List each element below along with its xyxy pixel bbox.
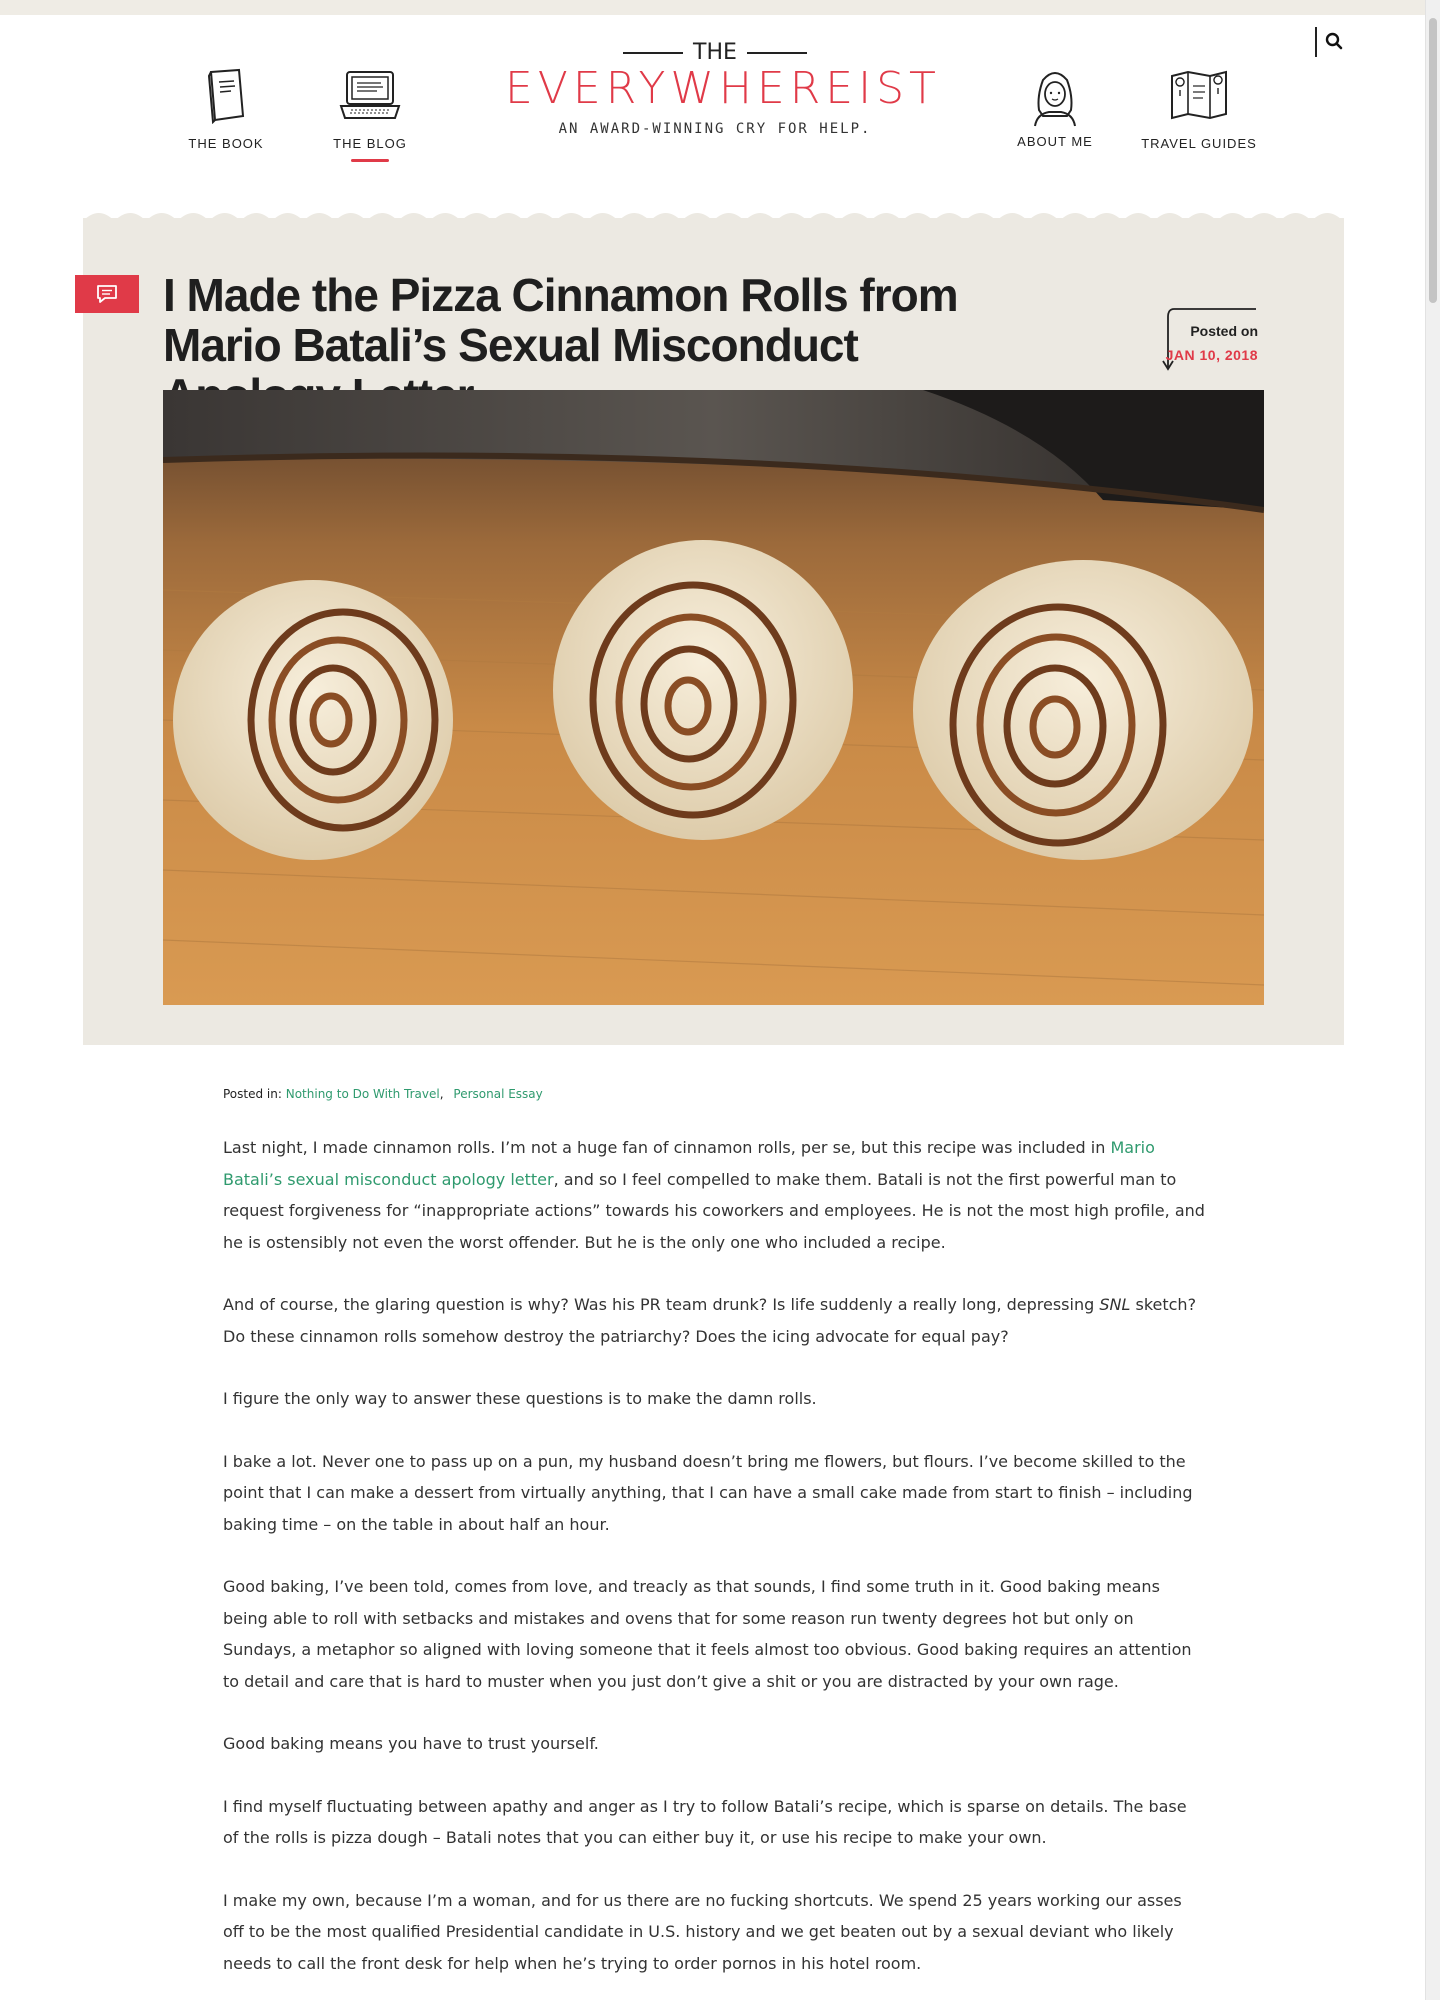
posted-bracket	[1160, 305, 1260, 375]
paragraph	[223, 1289, 1206, 1352]
comments-button[interactable]	[75, 275, 139, 313]
nav-the-book[interactable]	[166, 66, 286, 151]
paragraph: I find myself fluctuating between apathy and anger as I try to follow Batali’s recipe, which is sparse on details. The base of the rolls is pizza dough – Batali notes that you can either buy it, or use his recipe to make your own.	[223, 1796, 1187, 1847]
nav-label: THE BOOK	[188, 136, 264, 151]
search-button[interactable]	[1325, 32, 1343, 54]
map-icon	[1166, 66, 1232, 124]
laptop-icon	[337, 66, 403, 124]
posted-on	[1160, 305, 1260, 375]
post-categories	[223, 1087, 543, 1101]
scrollbar[interactable]	[1425, 0, 1440, 2000]
paragraph: I bake a lot. Never one to pass up on a pun, my husband doesn’t bring me flowers, but flours. I’ve become skilled to the point that I can make a dessert from virtually anything, that I can have a small cake made from start to finish – including baking time – on the table in about half an hour.	[223, 1451, 1193, 1534]
nav-the-blog[interactable]	[310, 66, 430, 162]
woman-portrait-icon	[1027, 66, 1083, 128]
logo-ornament-left	[623, 52, 683, 54]
paragraph-text: sketch? Do these cinnamon rolls somehow destroy the patriarchy? Does the icing advocate for equal pay?	[223, 1295, 1197, 1346]
nav-label: THE BLOG	[333, 136, 407, 151]
nav-about-me[interactable]	[995, 66, 1115, 149]
category-link[interactable]: Nothing to Do With Travel	[285, 1087, 440, 1101]
posted-label: Posted on	[1190, 323, 1258, 339]
paragraph: I figure the only way to answer these questions is to make the damn rolls.	[223, 1389, 817, 1408]
scrollbar-thumb[interactable]	[1429, 18, 1437, 303]
nav-label: ABOUT ME	[1017, 134, 1093, 149]
top-strip	[0, 0, 1425, 15]
featured-image	[163, 390, 1264, 1005]
logo-tagline: AN AWARD-WINNING CRY FOR HELP.	[558, 121, 872, 137]
logo-the: THE	[693, 40, 737, 65]
category-separator: ,	[439, 1087, 444, 1101]
emphasis-text: SNL	[1099, 1295, 1131, 1314]
nav-label: TRAVEL GUIDES	[1141, 136, 1257, 151]
roll-right	[913, 560, 1253, 860]
logo-the-row	[505, 40, 925, 65]
cinnamon-rolls-photo	[163, 390, 1264, 1005]
comment-icon	[95, 283, 119, 305]
paragraph: I make my own, because I’m a woman, and for us there are no fucking shortcuts. We spend 25 years working our asses off to be the most qualified Presidential candidate in U.S. history and we get beaten out by a sexual deviant who likely needs to call the front desk for help when he’s trying to order pornos in his hotel room.	[223, 1890, 1182, 1973]
paragraph-text: , and so I feel compelled to make them. Batali is not the first powerful man to request forgiveness for “inappropriate actions” towards his coworkers and employees. He is not the most high profile, and he is ostensibly not even the worst offender. But he is the only one who included a recipe.	[223, 1169, 1205, 1252]
apology-letter-link[interactable]: Mario Batali’s sexual misconduct apology letter	[223, 1138, 1155, 1189]
active-underline	[351, 159, 389, 162]
paragraph: Good baking, I’ve been told, comes from love, and treacly as that sounds, I find some truth in it. Good baking means being able to roll with setbacks and mistakes and ovens that for some reason run twenty degrees hot but only on Sundays, a metaphor so aligned with loving someone that it feels almost too obvious. Good baking requires an attention to detail and care that is hard to muster when you just don’t give a shit or you are distracted by your own rage.	[223, 1577, 1192, 1691]
categories-label: Posted in:	[223, 1087, 282, 1101]
roll-left	[173, 580, 453, 860]
nav-travel-guides[interactable]	[1139, 66, 1259, 151]
logo-name: EVERYWHEREIST	[505, 63, 941, 114]
post-date: JAN 10, 2018	[1165, 347, 1258, 363]
search-divider	[1315, 27, 1317, 57]
site-logo[interactable]	[505, 40, 941, 137]
roll-center	[553, 540, 853, 840]
paragraph-text: Last night, I made cinnamon rolls. I’m not a huge fan of cinnamon rolls, per se, but this recipe was included in	[223, 1138, 1111, 1157]
post-body	[223, 1132, 1206, 2010]
post-title: I Made the Pizza Cinnamon Rolls from Mario Batali’s Sexual Misconduct	[163, 269, 958, 371]
paragraph-text: And of course, the glaring question is why? Was his PR team drunk? Is life suddenly a really long, depressing	[223, 1295, 1100, 1314]
book-icon	[203, 66, 249, 124]
search-icon	[1325, 32, 1343, 50]
logo-ornament-right	[747, 52, 807, 54]
category-link[interactable]: Personal Essay	[453, 1087, 543, 1101]
paragraph: Good baking means you have to trust yourself.	[223, 1734, 599, 1753]
paragraph	[223, 1132, 1206, 1258]
